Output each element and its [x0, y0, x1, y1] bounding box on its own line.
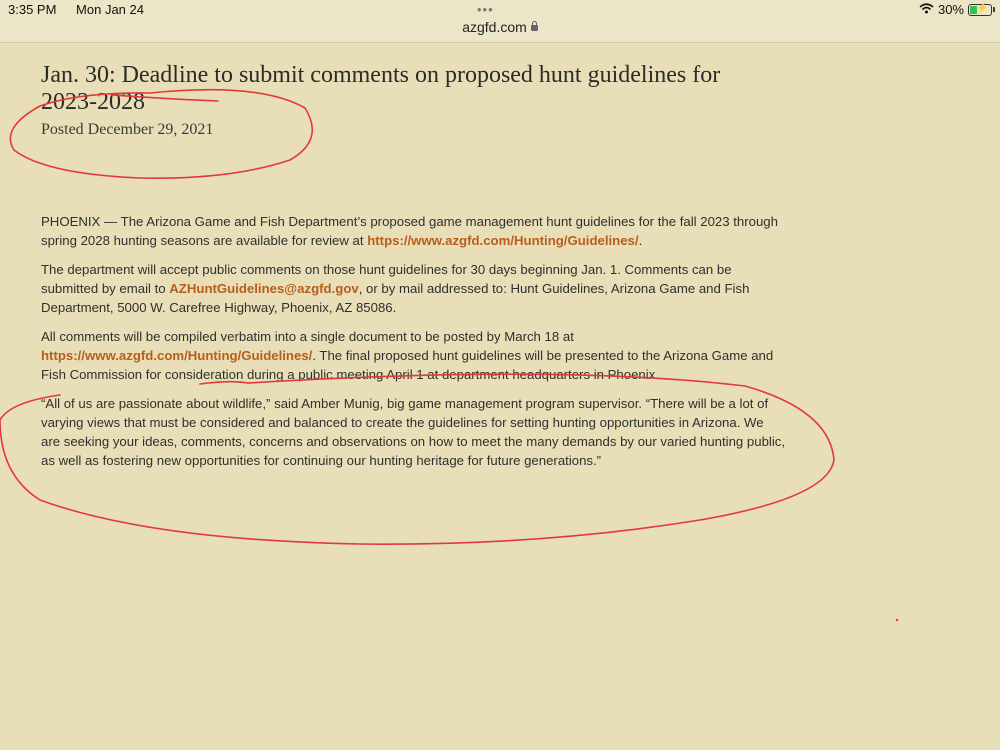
- status-date: Mon Jan 24: [76, 2, 144, 17]
- p2-text-start: The department will accept public comments on those hunt guidelines for 30 days beginning Jan. 1. Comments can be submitted by email to: [41, 262, 732, 296]
- p2-text-end: , or by mail addressed to: Hunt Guidelines, Arizona Game and Fish Department, 5000 W. Carefree Highway, Phoenix, AZ 85086.: [41, 281, 750, 315]
- paragraph-2: [41, 260, 786, 317]
- ink-dot: [896, 619, 898, 621]
- battery-percent: 30%: [937, 2, 964, 17]
- email-link[interactable]: AZHuntGuidelines@azgfd.gov: [169, 281, 359, 296]
- posted-date: Posted December 29, 2021: [41, 121, 214, 138]
- status-bar: [0, 0, 1000, 43]
- charging-bolt-icon: ⚡: [976, 2, 989, 14]
- status-left: [8, 2, 160, 17]
- article-body: [41, 212, 786, 480]
- p3-text-end: . The final proposed hunt guidelines will be presented to the Arizona Game and Fish Commission for consideration during a public meeting April 1 at department headquarters in Phoenix.: [41, 348, 774, 382]
- p1-text-end: .: [638, 233, 643, 248]
- paragraph-1: [41, 212, 786, 250]
- article-title: Jan. 30: Deadline to submit comments on proposed hunt guidelines for 2023-2028: [41, 62, 721, 115]
- lock-icon: [531, 25, 538, 31]
- url-text[interactable]: azgfd.com: [462, 19, 527, 35]
- paragraph-3: [41, 327, 786, 384]
- guidelines-link-2[interactable]: https://www.azgfd.com/Hunting/Guidelines/: [41, 348, 313, 363]
- address-bar[interactable]: [0, 19, 1000, 35]
- p3-text-start: All comments will be compiled verbatim into a single document to be posted by March 18 at: [41, 329, 574, 344]
- status-time: 3:35 PM: [8, 2, 57, 17]
- p1-text-start: PHOENIX — The Arizona Game and Fish Department’s proposed game management hunt guidelines for the fall 2023 through spring 2028 hunting seasons are available for review at: [41, 214, 778, 248]
- wifi-icon: [919, 3, 934, 17]
- paragraph-4-quote: “All of us are passionate about wildlife,” said Amber Munig, big game management program supervisor. “There will be a lot of varying views that must be considered and balanced to create the guidelines for setting hunting opportunities in Arizona. We are seeking your ideas, comments, concerns and observations on how to meet the many demands by our varied hunting public, as well as fostering new opportunities for continuing our hunting heritage for future generations.”: [41, 396, 786, 468]
- guidelines-link-1[interactable]: https://www.azgfd.com/Hunting/Guidelines/: [367, 233, 639, 248]
- battery-icon: [968, 4, 992, 16]
- multitasking-dots-icon[interactable]: •••: [477, 2, 494, 17]
- status-right: [919, 2, 992, 17]
